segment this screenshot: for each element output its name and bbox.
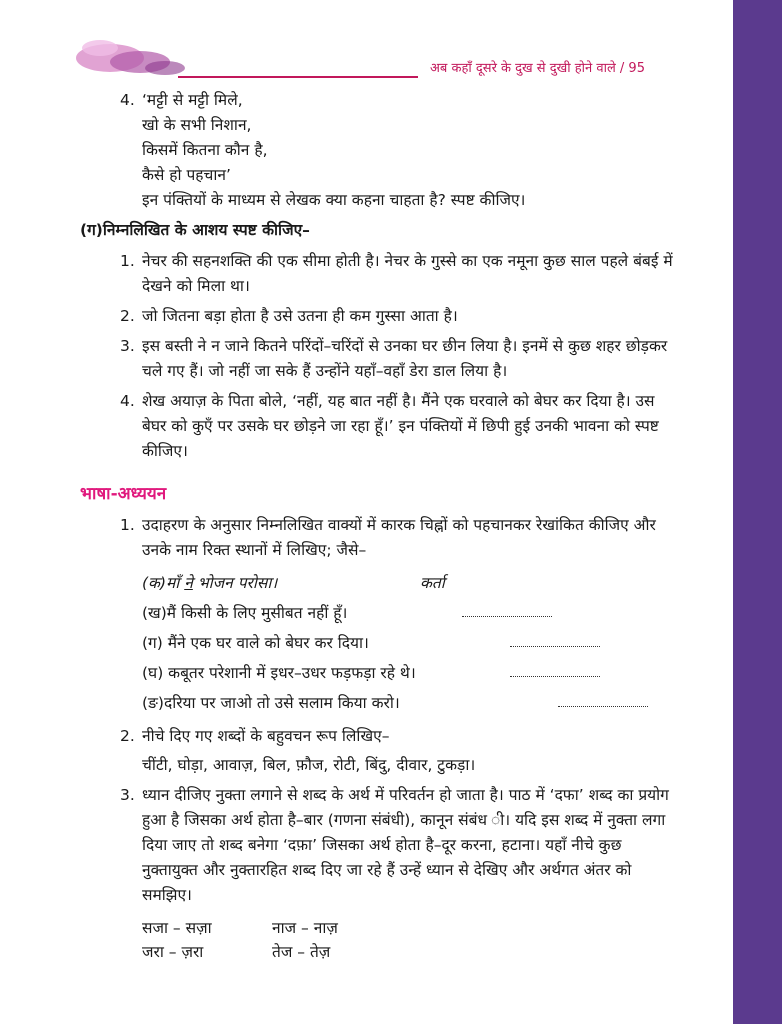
language-question-1: [80, 513, 680, 563]
case-marker: ने: [184, 574, 193, 592]
word-pair-grid: [80, 916, 680, 964]
question-text: उदाहरण के अनुसार निम्नलिखित वाक्यों में कारक चिह्नों को पहचानकर रेखांकित कीजिए और उनके नाम रिक्त स्थानों में लिखिए; जैसे–: [142, 516, 656, 559]
answer-blank[interactable]: [462, 616, 552, 617]
page-content: [80, 88, 680, 964]
exercise-row: [80, 598, 680, 628]
example-pre: माँ: [166, 574, 185, 592]
exercise-sentence: (ख)मैं किसी के लिए मुसीबत नहीं हूँ।: [142, 604, 348, 622]
item-number: 4.: [120, 91, 135, 109]
answer-blank[interactable]: [510, 646, 600, 647]
feather-ornament-icon: [70, 28, 190, 80]
word-pair: जरा – ज़रा: [142, 943, 204, 961]
side-color-band: [733, 0, 782, 1024]
running-header: अब कहाँ दूसरे के दुख से दुखी होने वाले / 95: [430, 61, 645, 76]
item-number: 3.: [120, 786, 135, 804]
example-answer: कर्ता: [420, 574, 445, 592]
list-item: [80, 249, 680, 299]
item-number: 3.: [120, 337, 135, 355]
word-pair: तेज – तेज़: [272, 943, 331, 961]
word-pair: सजा – सज़ा: [142, 919, 212, 937]
item-number: 2.: [120, 727, 135, 745]
language-question-2: [80, 724, 680, 778]
header-rule: [178, 76, 418, 78]
poem-line: किसमें कितना कौन है,: [142, 141, 268, 159]
answer-blank[interactable]: [510, 676, 600, 677]
exercise-row: [80, 688, 680, 718]
item-text: इस बस्ती ने न जाने कितने परिंदों–चरिंदों से उनका घर छीन लिया है। इनमें से कुछ शहर छोड़कर चले गए हैं। जो नहीं जा सके हैं उन्होंने यहाँ–वहाँ डेरा डाल लिया है।: [142, 337, 668, 380]
question-4-poem: [80, 88, 680, 213]
question-text: ध्यान दीजिए नुक्ता लगाने से शब्द के अर्थ में परिवर्तन हो जाता है। पाठ में ‘दफा’ शब्द का प्रयोग हुआ है जिसका अर्थ होता है–बार (गणना संबंधी), कानून संबंध ी। यदि इस शब्द में नुक्ता लगा दिया जाए तो शब्द बनेगा ‘दफ़ा’ जिसका अर्थ होता है–दूर करना, हटाना। यहाँ नीचे कुछ नुक्तायुक्त और नुक्तारहित शब्द दिए जा रहे हैं उन्हें ध्यान से देखिए और अर्थगत अंतर को समझिए।: [142, 786, 669, 904]
poem-line: ‘मट्टी से मट्टी मिले,: [142, 91, 243, 109]
question-text: इन पंक्तियों के माध्यम से लेखक क्या कहना चाहता है? स्पष्ट कीजिए।: [142, 191, 526, 209]
example-post: भोजन परोसा।: [192, 574, 278, 592]
section-heading-ga: (ग)निम्नलिखित के आशय स्पष्ट कीजिए–: [80, 221, 310, 239]
word-list: चींटी, घोड़ा, आवाज़, बिल, फ़ौज, रोटी, बिंदु, दीवार, टुकड़ा।: [142, 756, 476, 774]
exercise-sentence: (ङ)दरिया पर जाओ तो उसे सलाम किया करो।: [142, 694, 400, 712]
poem-line: खो के सभी निशान,: [142, 116, 252, 134]
poem-line: कैसे हो पहचान’: [142, 166, 231, 184]
example-label: (क): [142, 574, 166, 592]
word-pair: नाज – नाज़: [272, 919, 338, 937]
item-text: शेख अयाज़ के पिता बोले, ‘नहीं, यह बात नहीं है। मैंने एक घरवाले को बेघर कर दिया है। उस बेघर को कुएँ पर उसके घर छोड़ने जा रहा हूँ।’ इन पंक्तियों में छिपी हुई उनकी भावना को स्पष्ट कीजिए।: [142, 392, 659, 460]
question-text: नीचे दिए गए शब्दों के बहुवचन रूप लिखिए–: [142, 727, 390, 745]
example-row: [80, 568, 680, 598]
item-number: 1.: [120, 252, 135, 270]
language-study-heading: भाषा-अध्ययन: [80, 484, 167, 504]
example-sentence: [142, 574, 277, 592]
exercise-row: [80, 628, 680, 658]
item-text: जो जितना बड़ा होता है उसे उतना ही कम गुस्सा आता है।: [142, 307, 458, 325]
exercise-sentence: (ग) मैंने एक घर वाले को बेघर कर दिया।: [142, 634, 369, 652]
word-pair-row: [142, 916, 680, 940]
item-number: 2.: [120, 307, 135, 325]
exercise-row: [80, 658, 680, 688]
exercise-sentence: (घ) कबूतर परेशानी में इधर–उधर फड़फड़ा रहे थे।: [142, 664, 416, 682]
list-item: [80, 389, 680, 464]
item-number: 1.: [120, 516, 135, 534]
list-item: [80, 304, 680, 329]
language-question-3: [80, 783, 680, 908]
word-pair-row: [142, 940, 680, 964]
list-item: [80, 334, 680, 384]
answer-blank[interactable]: [558, 706, 648, 707]
item-number: 4.: [120, 392, 135, 410]
item-text: नेचर की सहनशक्ति की एक सीमा होती है। नेचर के गुस्से का एक नमूना कुछ साल पहले बंबई में देखने को मिला था।: [142, 252, 673, 295]
